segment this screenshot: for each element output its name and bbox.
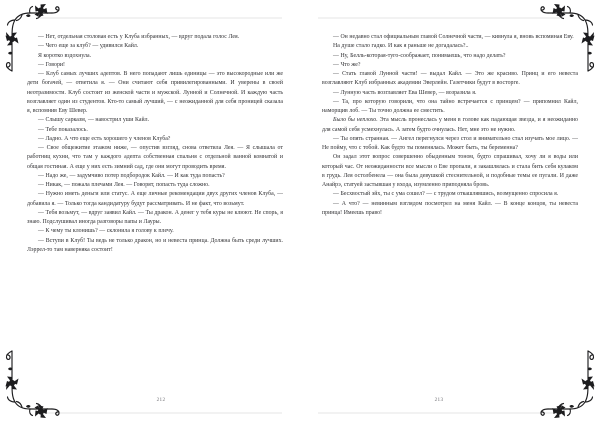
foot-rule-left <box>40 412 282 414</box>
paragraph: — Ты опять странная. — Ангел перегнулся через стол и внимательно стал изучать мое лицо. — Не пойму, что с тобой. Как будто ты поменялась. Может быть, ты беременна? <box>322 135 578 151</box>
right-page <box>300 0 600 422</box>
paragraph: — Тебе показалось. <box>38 126 88 133</box>
paragraph: — К чему ты клонишь? — склонила я голову к плечу. <box>38 228 174 235</box>
head-rule-right <box>318 17 560 19</box>
paragraph: — Никак, — пожала плечами Лея. — Говорят, попасть туда сложно. <box>38 182 210 188</box>
floral-vine-corner-ornament-icon <box>2 349 64 421</box>
paragraph: — Слышу сарказм, — навострил уши Кайл. <box>38 117 150 124</box>
head-rule-left <box>40 17 282 19</box>
paragraph: Он задал этот вопрос совершенно обыденным тоном, будто спрашивал, хочу ли я воды или который час. От неожиданности все мысли о Еве пропали, я закашлялась и стала бить себя кулаком в грудь. Лея остолбенела — она была девушкой стеснительной, и подобные темы ее пугали. И даже Анайрэ, статуей застывшая у входа, изумленно приподняла бровь. <box>322 154 578 188</box>
paragraph: Было бы неплохо. Эта мысль пронеслась у меня в голове как падающая звезда, и я неожиданно для самой себя усмехнулась. А затем будто очнулась. Нет, мне это не нужно. <box>322 117 578 133</box>
paragraph: Я коротко вздохнула. <box>38 52 92 59</box>
paragraph: — Свое общежитие этажом ниже, — опустив взгляд, снова ответила Лея. — Я слышала от работниц кухни, что там у каждого адепта собственная спальня с отдельной ванной комнатой и общая гостиная. А еще у них есть зимний сад, где они могут проводить время. <box>27 145 283 170</box>
paragraph: — Он недавно стал официальным главой Солнечной части, — кивнула я, вновь вспоминая Еву. <box>333 34 574 40</box>
paragraph: — Надо же, — задумчиво потер подбородок Кайл. — И как туда попасть? <box>38 172 225 179</box>
page-number-right: 213 <box>434 397 444 403</box>
paragraph: На душе стало гадко. И как я раньше не догадалась?.. <box>333 43 469 50</box>
right-page-textblock <box>322 33 578 218</box>
paragraph: — Говори! <box>38 61 66 68</box>
paragraph: — Та, про которую говорили, что она тайно встречается с принцем? — припомнил Кайл, наморщив лоб. — Ты точно должна ее сместить. <box>322 98 578 114</box>
left-page-textblock <box>27 33 283 255</box>
paragraph: — Чего еще за клуб? — удивился Кайл. <box>38 43 139 50</box>
paragraph: — Нужно иметь деньги или статус. А еще личные рекомендации двух других членов Клуба, — добавила я. — Только тогда кандидатуру будут рассматривать. И не факт, что возьмут. <box>27 191 283 207</box>
paragraph: — Вступи в Клуб! Ты ведь не только дракон, но и невеста принца. Должна быть среди лучших. Лэррел-то там наверняка состоит! <box>27 237 283 253</box>
paragraph: — Стать главой Лунной части! — выдал Кайл. — Это же красиво. Принц и его невеста возглавляют Клуб избранных академии Эверлейн. Газетчики будут в восторге. <box>322 71 578 87</box>
paragraph: — Ладно. А что еще есть хорошего у членов Клуба? <box>38 135 171 142</box>
paragraph: — Что же? <box>333 61 361 68</box>
page-number-left: 212 <box>156 397 166 403</box>
foot-rule-right <box>318 412 560 414</box>
paragraph: — Клуб самых лучших адептов. В него попадают лишь единицы — это высокородные или же дети богачей, — ответила я. — Они считают себя привилегированными. И уверены в своей неотразимости. Клуб состоит из женской части и мужской. Лунной и Солнечной. И каждую часть возглавляет один из студентов. Кто-то самый лучший, — с неожиданной для себя проницей сказала я, вспомнив Еву Шевер. <box>27 71 283 114</box>
floral-vine-corner-ornament-icon <box>536 349 598 421</box>
paragraph: — Нет, отдельная столовая есть у Клуба избранных, — вдруг подала голос Лея. <box>38 34 240 40</box>
paragraph: — Ну, Белль-которая-туго-соображает, понимаешь, что надо делать? <box>333 52 506 59</box>
italic-phrase: Было бы неплохо. <box>333 117 378 124</box>
paragraph: — Бесхвостый эйх, ты с ума сошел? — с трудом откашлявшись, возмущенно спросила я. <box>333 191 559 198</box>
paragraph: — А что? — невинным взглядом посмотрел на меня Кайл. — В конце концов, ты невеста принца! Имеешь право! <box>322 200 578 216</box>
paragraph: — Тебя возьмут, — вдруг заявил Кайл. — Ты дракон. А денег у тебя куры не клюют. Не спорь, я знаю. Подслушивал иногда разговоры папы и Лауры. <box>27 209 283 225</box>
paragraph: — Лунную часть возглавляет Ева Шевер, — возразила я. <box>333 89 477 96</box>
